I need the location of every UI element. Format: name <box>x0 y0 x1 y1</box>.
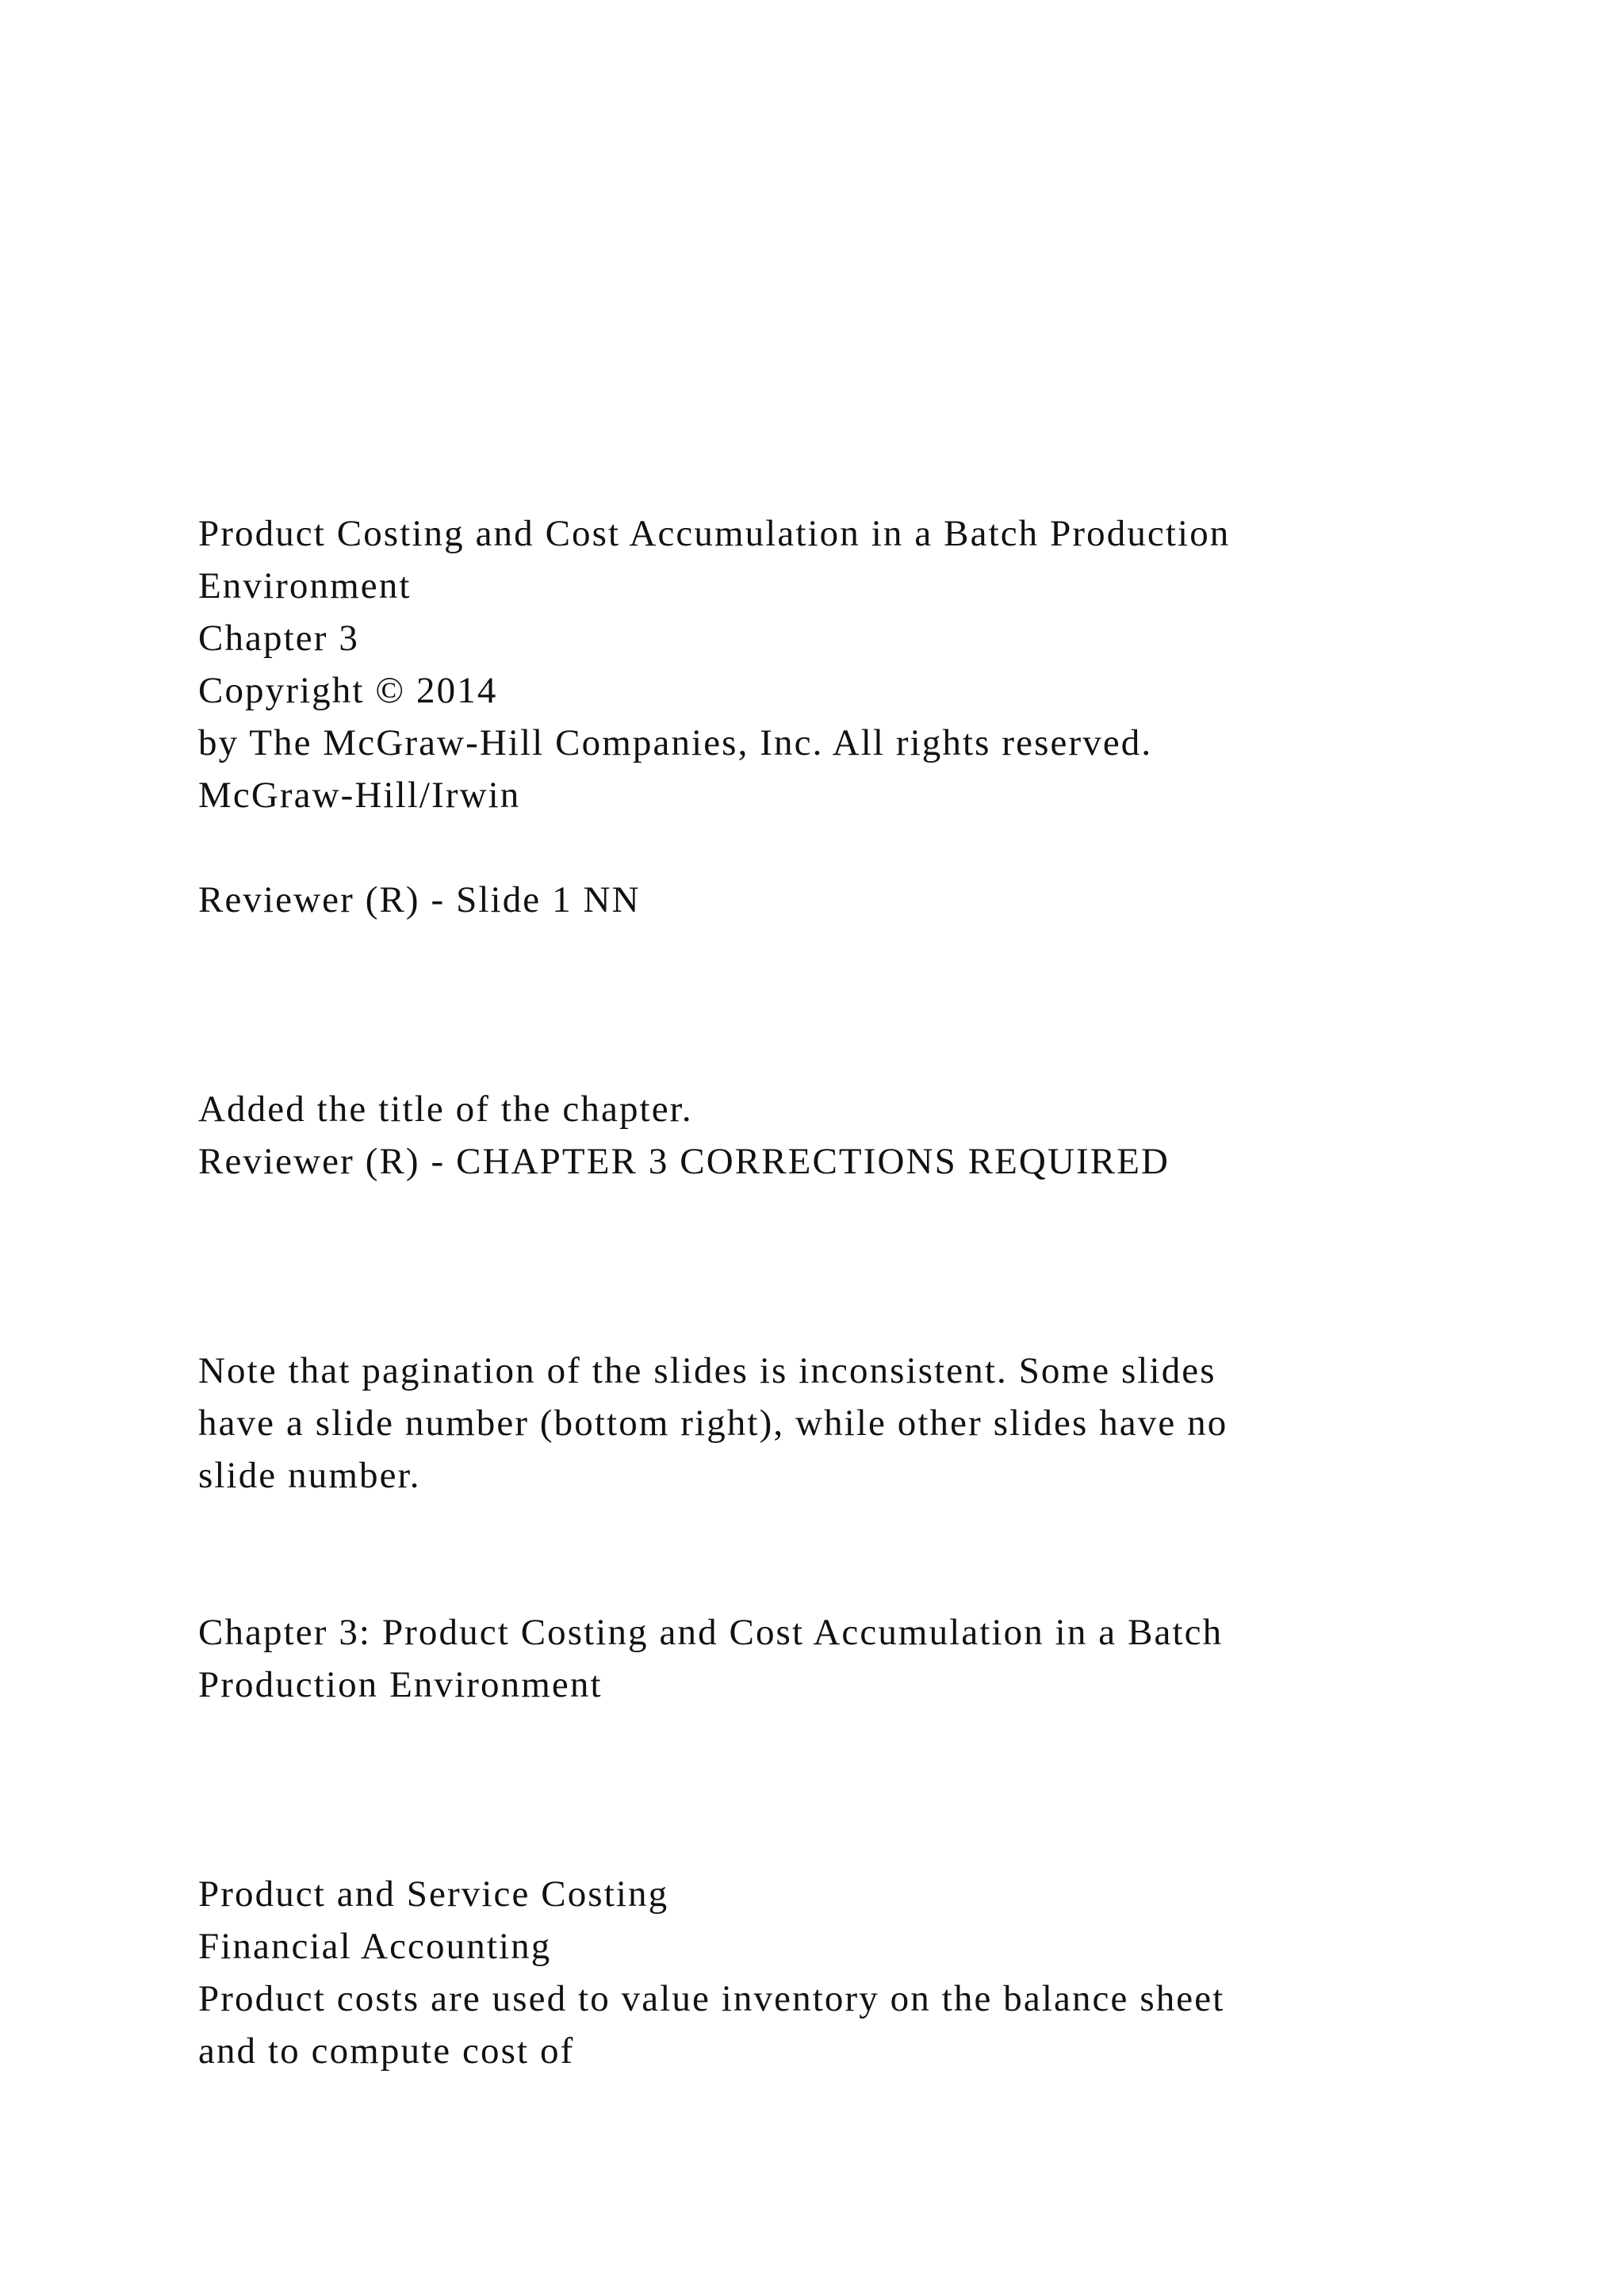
pagination-note-line-1: Note that pagination of the slides is inconsistent. Some slides <box>198 1350 1216 1391</box>
section-heading: Product and Service Costing <box>198 1873 669 1915</box>
rights-line: by The McGraw-Hill Companies, Inc. All rights reserved. <box>198 722 1153 763</box>
reviewer-corrections-required: Reviewer (R) - CHAPTER 3 CORRECTIONS REQUIRED <box>198 1141 1170 1182</box>
reviewer-comment-slide-1: Reviewer (R) - Slide 1 NN <box>198 879 641 920</box>
chapter-number: Chapter 3 <box>198 618 359 659</box>
pagination-note-line-3: slide number. <box>198 1455 421 1496</box>
publisher-line: McGraw-Hill/Irwin <box>198 775 521 816</box>
title-block <box>198 507 1451 821</box>
costing-section <box>198 1868 1451 2077</box>
review-slide-1 <box>198 874 1451 926</box>
pagination-note-line-2: have a slide number (bottom right), while other slides have no <box>198 1402 1228 1444</box>
pagination-note <box>198 1345 1451 1502</box>
document-title-line-2: Environment <box>198 565 412 607</box>
section-body-line-2: and to compute cost of <box>198 2030 575 2072</box>
section-body-line-1: Product costs are used to value inventory on the balance sheet <box>198 1978 1225 2019</box>
copyright-line: Copyright © 2014 <box>198 670 498 711</box>
added-title-note: Added the title of the chapter. <box>198 1089 693 1130</box>
chapter-heading-line-1: Chapter 3: Product Costing and Cost Accumulation in a Batch <box>198 1612 1224 1653</box>
document-title-line-1: Product Costing and Cost Accumulation in a Batch Production <box>198 513 1231 554</box>
chapter-heading <box>198 1606 1451 1711</box>
section-subheading: Financial Accounting <box>198 1926 552 1967</box>
review-chapter-block <box>198 1083 1451 1188</box>
chapter-heading-line-2: Production Environment <box>198 1664 603 1705</box>
